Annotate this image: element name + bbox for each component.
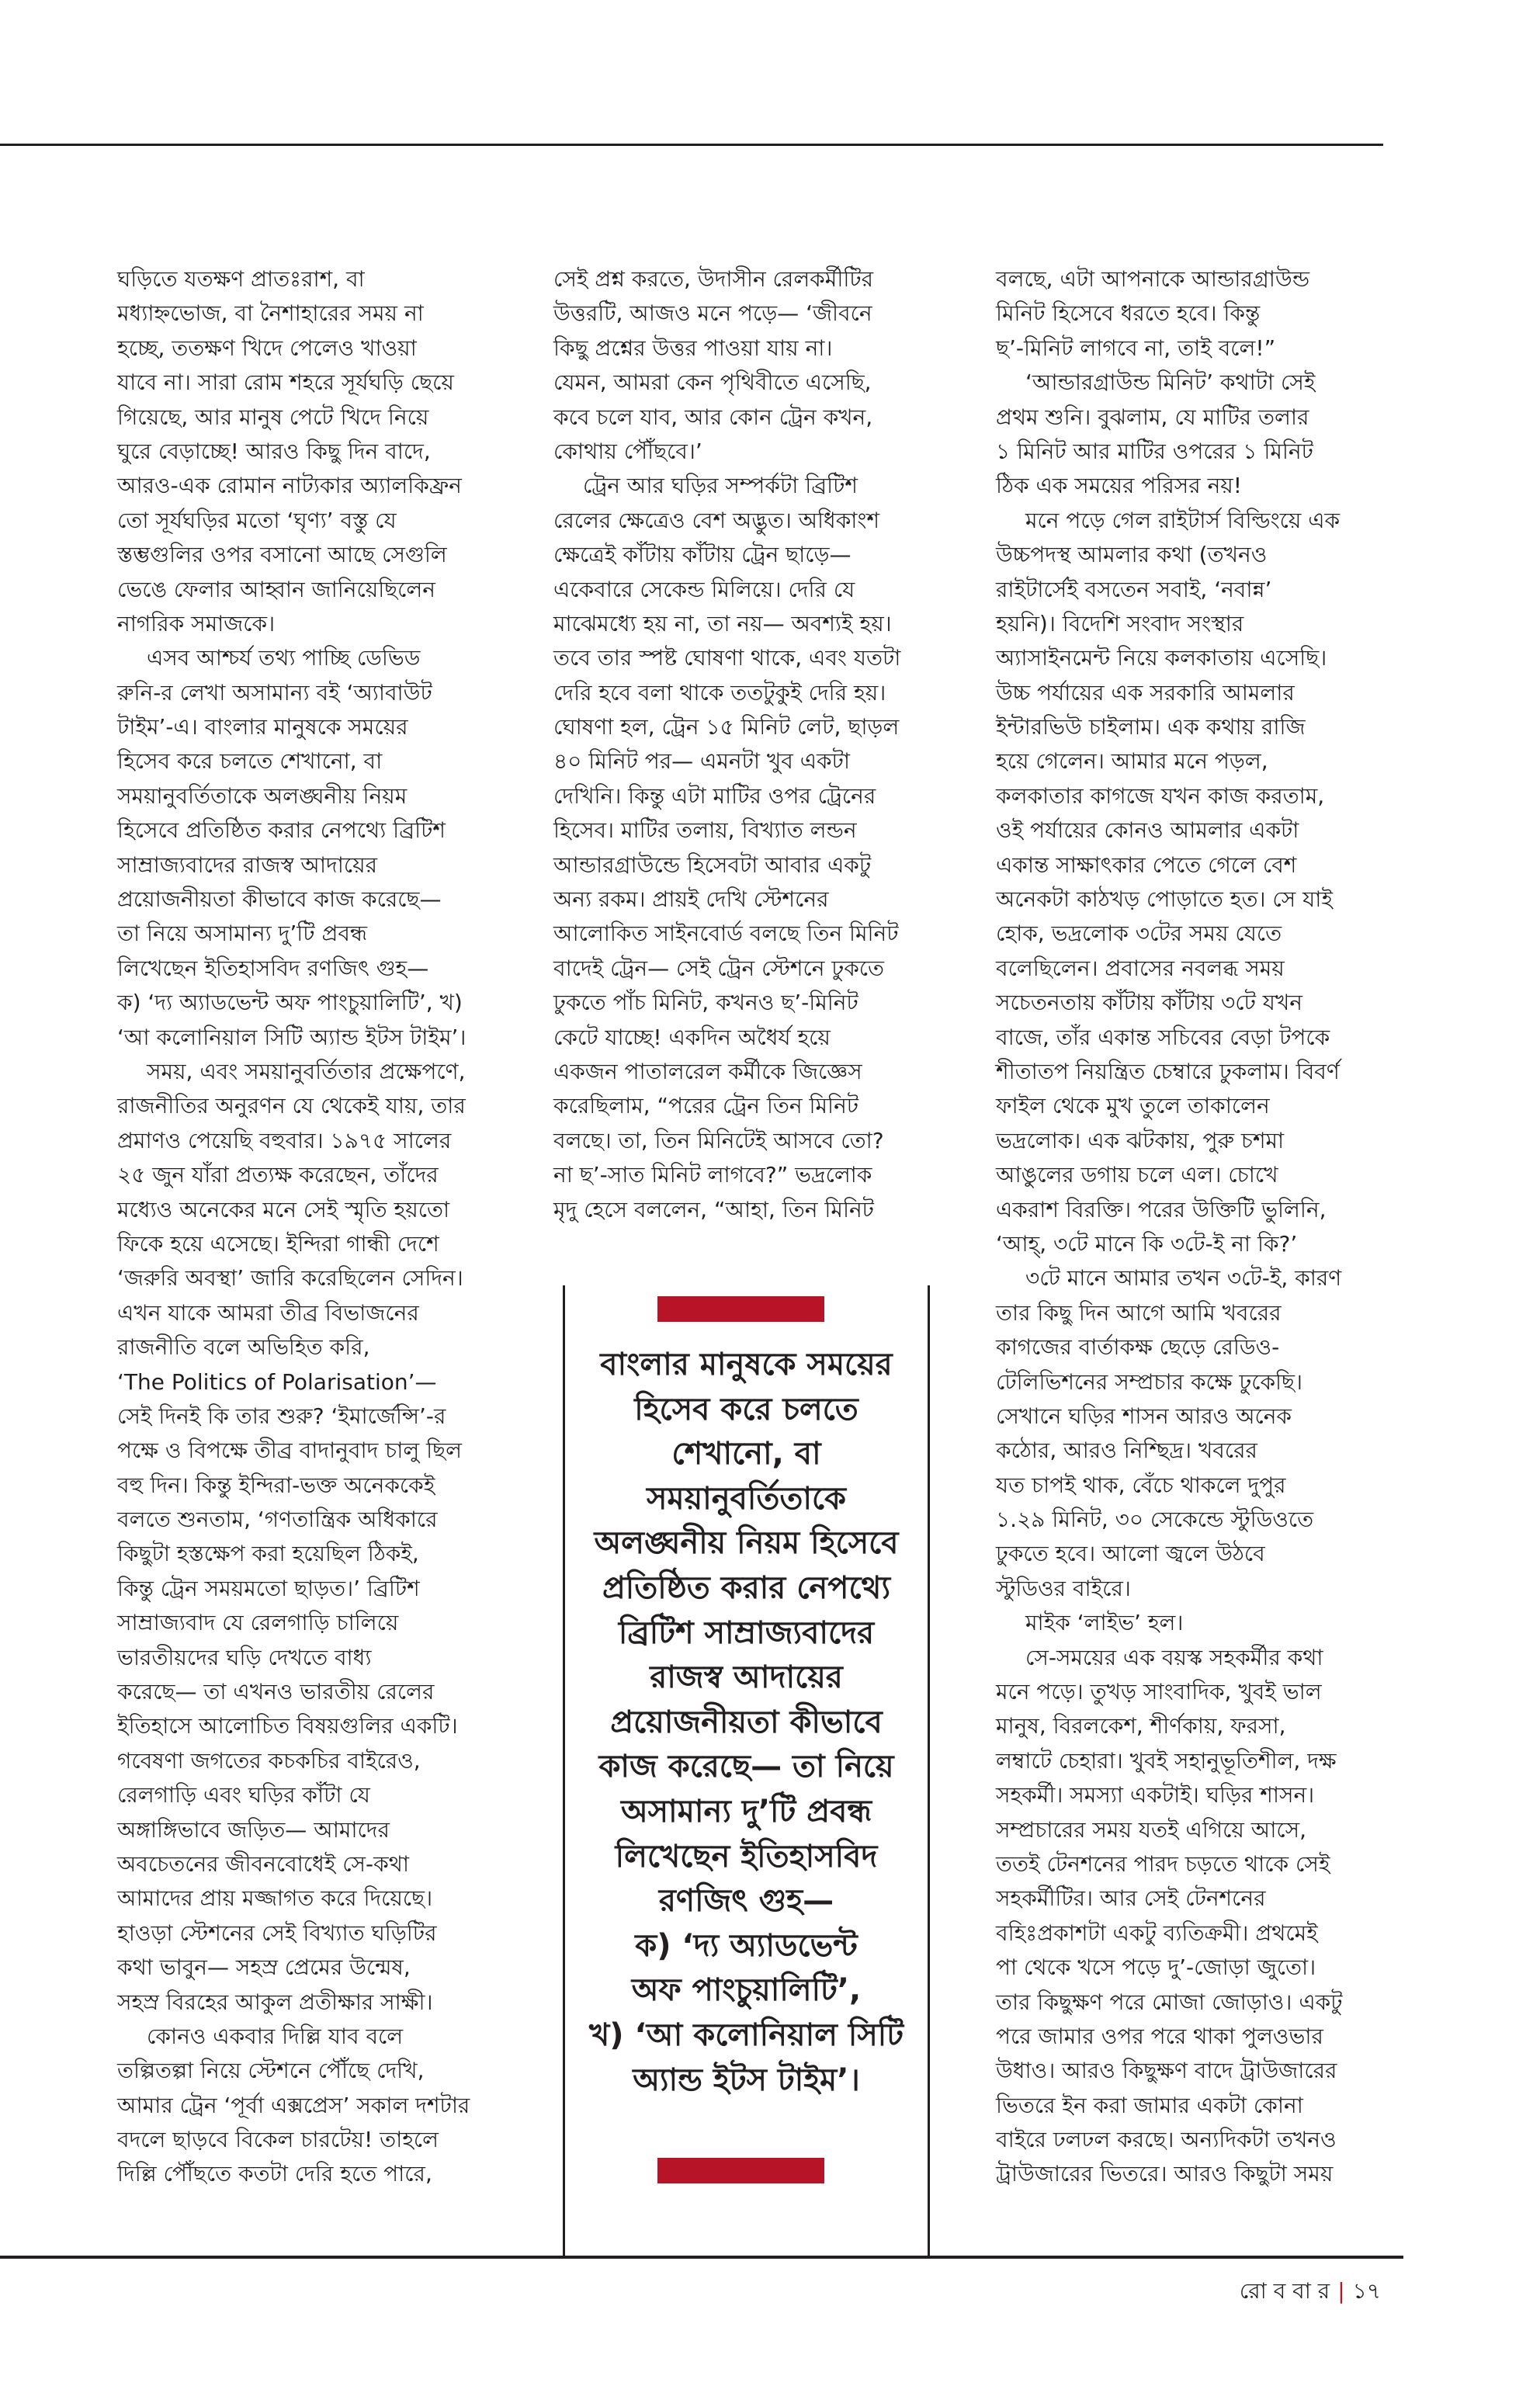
text-line: মাইক ‘লাইভ’ হল। bbox=[1025, 1610, 1184, 1636]
text-line: প্রমাণও পেয়েছি বহুবার। ১৯৭৫ সালের bbox=[117, 1127, 452, 1153]
text-line: বলতে শুনতাম, ‘গণতান্ত্রিক অধিকারে bbox=[117, 1507, 438, 1533]
text-line: ক্ষেত্রেই কাঁটায় কাঁটায় ট্রেন ছাড়ে— bbox=[553, 542, 852, 568]
text-line: গবেষণা জগতের কচকচির বাইরেও, bbox=[117, 1747, 421, 1774]
text-line: রাজনীতি বলে অভিহিত করি, bbox=[117, 1334, 370, 1361]
text-line: বদলে ছাড়বে বিকেল চারটেয়! তাহলে bbox=[117, 2127, 439, 2153]
text-line: বাইরে ঢলঢল করছে। অন্যদিকটা তখনও bbox=[996, 2127, 1337, 2153]
text-line: উধাও। আরও কিছুক্ষণ বাদে ট্রাউজারের bbox=[996, 2058, 1337, 2084]
text-line: কলকাতার কাগজে যখন কাজ করতাম, bbox=[996, 782, 1325, 809]
text-line: ঢুকতে পাঁচ মিনিট, কখনও ছ’-মিনিট bbox=[553, 990, 858, 1016]
text-line: অবচেতনের জীবনবোধেই সে-কথা bbox=[117, 1850, 409, 1877]
text-line: ততই টেনশনের পারদ চড়তে থাকে সেই bbox=[996, 1850, 1330, 1877]
text-line: টাইম’-এ। বাংলার মানুষকে সময়ের bbox=[117, 714, 408, 740]
text-line: ইন্টারভিউ চাইলাম। এক কথায় রাজি bbox=[996, 714, 1306, 740]
text-line: সময়, এবং সময়ানুবর্তিতার প্রক্ষেপণে, bbox=[147, 1058, 466, 1084]
text-line: বাদেই ট্রেন— সেই ট্রেন স্টেশনে ঢুকতে bbox=[553, 955, 885, 981]
text-line: ‘জরুরি অবস্থা’ জারি করেছিলেন সেদিন। bbox=[117, 1265, 463, 1292]
text-line: কাগজের বার্তাকক্ষ ছেড়ে রেডিও- bbox=[996, 1334, 1280, 1361]
text-line: অঙ্গাঙ্গিভাবে জড়িত— আমাদের bbox=[117, 1816, 390, 1843]
text-line: ৪০ মিনিট পর— এমনটা খুব একটা bbox=[553, 748, 850, 775]
text-line: রাজনীতির অনুরণন যে থেকেই যায়, তার bbox=[117, 1093, 466, 1119]
text-line: কবে চলে যাব, আর কোন ট্রেন কখন, bbox=[553, 404, 873, 430]
text-line: গিয়েছে, আর মানুষ পেটে খিদে নিয়ে bbox=[117, 404, 429, 430]
text-line: তবে তার স্পষ্ট ঘোষণা থাকে, এবং যতটা bbox=[553, 645, 901, 671]
text-line: মধ্যাহ্নভোজ, বা নৈশাহারের সময় না bbox=[117, 300, 424, 327]
text-line: ১.২৯ মিনিট, ৩০ সেকেন্ডে স্টুডিওতে bbox=[996, 1507, 1314, 1533]
text-line: মনে পড়ে। তুখড় সাংবাদিক, খুবই ভাল bbox=[996, 1679, 1322, 1705]
text-line: ঘড়িতে যতক্ষণ প্রাতঃরাশ, বা bbox=[117, 266, 365, 292]
article-column-2 bbox=[553, 262, 942, 1227]
text-line: ভদ্রলোক। এক ঝটকায়, পুরু চশমা bbox=[996, 1127, 1285, 1153]
text-line: ফিকে হয়ে এসেছে। ইন্দিরা গান্ধী দেশে bbox=[117, 1230, 439, 1257]
pullquote-right-border bbox=[928, 1285, 930, 2256]
text-line: ওই পর্যায়ের কোনও আমলার একটা bbox=[996, 817, 1299, 844]
text-line: মানুষ, বিরলকেশ, শীর্ণকায়, ফরসা, bbox=[996, 1713, 1286, 1739]
text-line: আন্ডারগ্রাউন্ডে হিসেবটা আবার একটু bbox=[553, 851, 872, 878]
text-line: মনে পড়ে গেল রাইটার্স বিল্ডিংয়ে এক bbox=[1025, 507, 1341, 533]
text-line: ২৫ জুন যাঁরা প্রত্যক্ষ করেছেন, তাঁদের bbox=[117, 1162, 439, 1188]
text-line: সেখানে ঘড়ির শাসন আরও অনেক bbox=[996, 1403, 1292, 1429]
text-line: লিখেছেন ইতিহাসবিদ রণজিৎ গুহ— bbox=[117, 955, 429, 981]
text-line: উচ্চ পর্যায়ের এক সরকারি আমলার bbox=[996, 679, 1295, 706]
pullquote-line: ব্রিটিশ সাম্রাজ্যবাদের bbox=[618, 1614, 875, 1651]
text-line: বলছে। তা, তিন মিনিটেই আসবে তো? bbox=[553, 1127, 884, 1153]
pullquote-top-red-bar bbox=[657, 1296, 824, 1322]
pullquote-line: লিখেছেন ইতিহাসবিদ bbox=[615, 1838, 878, 1875]
pullquote-line: রণজিৎ গুহ— bbox=[658, 1883, 834, 1920]
text-line: পক্ষে ও বিপক্ষে তীব্র বাদানুবাদ চালু ছিল bbox=[117, 1438, 463, 1464]
text-line: ফাইল থেকে মুখ তুলে তাকালেন bbox=[996, 1093, 1270, 1119]
text-line: ঢুকতে হবে। আলো জ্বলে উঠবে bbox=[996, 1541, 1265, 1567]
text-line: হিসেবে প্রতিষ্ঠিত করার নেপথ্যে ব্রিটিশ bbox=[117, 817, 446, 844]
text-line: ভিতরে ইন করা জামার একটা কোনা bbox=[996, 2092, 1303, 2118]
pullquote-line: বাংলার মানুষকে সময়ের bbox=[600, 1347, 893, 1382]
text-line: দেরি হবে বলা থাকে ততটুকুই দেরি হয়। bbox=[553, 679, 886, 706]
text-line: প্রথম শুনি। বুঝলাম, যে মাটির তলার bbox=[996, 404, 1309, 430]
text-line: তার কিছুক্ষণ পরে মোজা জোড়াও। একটু bbox=[996, 1989, 1343, 2015]
pullquote-line: অসামান্য দু’টি প্রবন্ধ bbox=[620, 1793, 872, 1829]
text-line: রুনি-র লেখা অসামান্য বই ‘অ্যাবাউট bbox=[117, 679, 432, 706]
text-line: বাজে, তাঁর একান্ত সচিবের বেড়া টপকে bbox=[996, 1024, 1330, 1050]
pullquote-line: অ্যান্ড ইটস টাইম’। bbox=[633, 2062, 860, 2098]
text-line: ঘুরে বেড়াচ্ছে! আরও কিছু দিন বাদে, bbox=[117, 438, 431, 464]
text-line: স্তম্ভগুলির ওপর বসানো আছে সেগুলি bbox=[117, 542, 447, 568]
text-line: আমাদের প্রায় মজ্জাগত করে দিয়েছে। bbox=[117, 1885, 433, 1912]
text-line: ঘোষণা হল, ট্রেন ১৫ মিনিট লেট, ছাড়ল bbox=[553, 714, 900, 740]
text-line: সেই দিনই কি তার শুরু? ‘ইমার্জেন্সি’-র bbox=[117, 1403, 446, 1429]
text-line: সহস্র বিরহের আকুল প্রতীক্ষার সাক্ষী। bbox=[117, 1989, 433, 2015]
text-line: মৃদু হেসে বললেন, “আহা, তিন মিনিট bbox=[553, 1196, 874, 1223]
text-line: ক) ‘দ্য অ্যাডভেন্ট অফ পাংচুয়ালিটি’, খ) bbox=[117, 990, 463, 1016]
text-line: সহকর্মী। সমস্যা একটাই। ঘড়ির শাসন। bbox=[996, 1782, 1315, 1809]
text-line: হয়নি)। বিদেশি সংবাদ সংস্থার bbox=[996, 610, 1244, 636]
text-line: হাওড়া স্টেশনের সেই বিখ্যাত ঘড়িটির bbox=[117, 1920, 437, 1946]
text-line: বলেছিলেন। প্রবাসের নবলব্ধ সময় bbox=[996, 955, 1285, 981]
text-line: ছ’-মিনিট লাগবে না, তাই বলে!” bbox=[996, 335, 1276, 361]
pullquote-line: কাজ করেছে— তা নিয়ে bbox=[598, 1749, 894, 1785]
text-line: কঠোর, আরও নিশ্ছিদ্র। খবরের bbox=[996, 1438, 1257, 1464]
text-line: আঙুলের ডগায় চলে এল। চোখে bbox=[996, 1162, 1278, 1188]
text-line: কোথায় পৌঁছবে।’ bbox=[553, 438, 702, 464]
page-footer bbox=[1240, 2274, 1381, 2311]
text-line: রাইটার্সেই বসতেন সবাই, ‘নবান্ন’ bbox=[996, 576, 1272, 602]
pullquote-line: অফ পাংচুয়ালিটি’, bbox=[631, 1972, 862, 2009]
text-line: যাবে না। সারা রোম শহরে সূর্যঘড়ি ছেয়ে bbox=[117, 369, 454, 396]
text-line: তার কিছু দিন আগে আমি খবরের bbox=[996, 1299, 1282, 1326]
text-line: একান্ত সাক্ষাৎকার পেতে গেলে বেশ bbox=[996, 851, 1297, 878]
text-line: সচেতনতায় কাঁটায় কাঁটায় ৩টে যখন bbox=[996, 990, 1303, 1016]
text-line: ট্রাউজারের ভিতরে। আরও কিছুটা সময় bbox=[996, 2161, 1334, 2187]
text-line: ইতিহাসে আলোচিত বিষয়গুলির একটি। bbox=[117, 1713, 458, 1739]
text-line: কেটে যাচ্ছে! একদিন অধৈর্য হয়ে bbox=[553, 1024, 831, 1050]
text-line: শীতাতপ নিয়ন্ত্রিত চেম্বারে ঢুকলাম। বিবর্ণ bbox=[996, 1058, 1340, 1084]
pullquote-line: রাজস্ব আদায়ের bbox=[650, 1659, 843, 1696]
footer-separator: | bbox=[1337, 2278, 1345, 2304]
text-line: হোক, ভদ্রলোক ৩টের সময় যেতে bbox=[996, 921, 1282, 947]
text-line: হিসেব করে চলতে শেখানো, বা bbox=[117, 748, 383, 775]
text-line: মাঝেমধ্যে হয় না, তা নয়— অবশ্যই হয়। bbox=[553, 610, 892, 636]
text-line: একরাশ বিরক্তি। পরের উক্তিটি ভুলিনি, bbox=[996, 1196, 1327, 1223]
text-line: মধ্যেও অনেকের মনে সেই স্মৃতি হয়তো bbox=[117, 1196, 450, 1223]
text-line: সাম্রাজ্যবাদের রাজস্ব আদায়ের bbox=[117, 851, 377, 878]
text-line: পরে জামার ওপর পরে থাকা পুলওভার bbox=[996, 2023, 1323, 2049]
text-line: কিছু প্রশ্নের উত্তর পাওয়া যায় না। bbox=[553, 335, 833, 361]
text-line: রেলের ক্ষেত্রেও বেশ অদ্ভুত। অধিকাংশ bbox=[553, 507, 880, 533]
text-line: যেমন, আমরা কেন পৃথিবীতে এসেছি, bbox=[553, 369, 872, 396]
text-line: পা থেকে খসে পড়ে দু’-জোড়া জুতো। bbox=[996, 1954, 1316, 1981]
pullquote-line: অলঙ্ঘনীয় নিয়ম হিসেবে bbox=[594, 1525, 899, 1562]
text-line: যত চাপই থাক, বেঁচে থাকলে দুপুর bbox=[996, 1472, 1286, 1498]
magazine-name: রো ব বা র bbox=[1239, 2278, 1330, 2304]
text-line: ‘আন্ডারগ্রাউন্ড মিনিট’ কথাটা সেই bbox=[1025, 369, 1316, 396]
text-line: কথা ভাবুন— সহস্র প্রেমের উন্মেষ, bbox=[117, 1954, 411, 1981]
pullquote-line: হিসেব করে চলতে bbox=[634, 1391, 858, 1427]
text-line: ‘আ কলোনিয়াল সিটি অ্যান্ড ইটস টাইম’। bbox=[117, 1024, 467, 1050]
text-line: এখন যাকে আমরা তীব্র বিভাজনের bbox=[117, 1299, 419, 1326]
text-line: কিছুটা হস্তক্ষেপ করা হয়েছিল ঠিকই, bbox=[117, 1541, 419, 1567]
text-line: বহিঃপ্রকাশটা একটু ব্যতিক্রমী। প্রথমেই bbox=[996, 1920, 1318, 1946]
text-line: কোনও একবার দিল্লি যাব বলে bbox=[147, 2023, 404, 2049]
text-line: মিনিট হিসেবে ধরতে হবে। কিন্তু bbox=[996, 300, 1261, 327]
pullquote bbox=[565, 1343, 928, 2103]
text-line: হয়ে গেলেন। আমার মনে পড়ল, bbox=[996, 748, 1268, 775]
text-line: রেলগাড়ি এবং ঘড়ির কাঁটা যে bbox=[117, 1782, 370, 1809]
text-line: সাম্রাজ্যবাদ যে রেলগাড়ি চালিয়ে bbox=[117, 1610, 399, 1636]
text-line: লম্বাটে চেহারা। খুবই সহানুভূতিশীল, দক্ষ bbox=[996, 1747, 1337, 1774]
text-line: সম্প্রচারের সময় যতই এগিয়ে আসে, bbox=[996, 1816, 1307, 1843]
text-line: নাগরিক সমাজকে। bbox=[117, 610, 276, 636]
text-line: সেই প্রশ্ন করতে, উদাসীন রেলকর্মীটির bbox=[553, 266, 873, 292]
text-line: আলোকিত সাইনবোর্ড বলছে তিন মিনিট bbox=[553, 921, 899, 947]
text-line: দেখিনি। কিন্তু এটা মাটির ওপর ট্রেনের bbox=[553, 782, 876, 809]
text-line: অনেকটা কাঠখড় পোড়াতে হত। সে যাই bbox=[996, 886, 1333, 913]
text-line: সে-সময়ের এক বয়স্ক সহকর্মীর কথা bbox=[1025, 1644, 1323, 1670]
pullquote-line: শেখানো, বা bbox=[671, 1436, 821, 1472]
pullquote-line: প্রতিষ্ঠিত করার নেপথ্যে bbox=[602, 1569, 891, 1606]
text-line: উত্তরটি, আজও মনে পড়ে— ‘জীবনে bbox=[553, 300, 872, 327]
pullquote-bottom-red-bar bbox=[657, 2158, 824, 2183]
text-line: ভেঙে ফেলার আহ্বান জানিয়েছিলেন bbox=[117, 576, 435, 602]
text-line: ‘The Politics of Polarisation’— bbox=[117, 1368, 437, 1395]
text-line: তল্পিতল্পা নিয়ে স্টেশনে পৌঁছে দেখি, bbox=[117, 2058, 425, 2084]
text-line: বলছে, এটা আপনাকে আন্ডারগ্রাউন্ড bbox=[996, 266, 1310, 292]
text-line: আরও-এক রোমান নাট্যকার অ্যালকিফ্রন bbox=[117, 473, 462, 499]
text-line: ৩টে মানে আমার তখন ৩টে-ই, কারণ bbox=[1025, 1265, 1342, 1292]
text-line: প্রয়োজনীয়তা কীভাবে কাজ করেছে— bbox=[117, 886, 442, 913]
text-line: টেলিভিশনের সম্প্রচার কক্ষে ঢুকেছি। bbox=[996, 1368, 1303, 1395]
text-line: দিল্লি পৌঁছতে কতটা দেরি হতে পারে, bbox=[117, 2161, 432, 2187]
pullquote-line: খ) ‘আ কলোনিয়াল সিটি bbox=[588, 2017, 904, 2053]
text-line: এসব আশ্চর্য তথ্য পাচ্ছি ডেভিড bbox=[147, 645, 421, 671]
top-rule bbox=[0, 144, 1383, 146]
pullquote-line: ক) ‘দ্য অ্যাডভেন্ট bbox=[635, 1927, 858, 1964]
text-line: হিসেব। মাটির তলায়, বিখ্যাত লন্ডন bbox=[553, 817, 857, 844]
text-line: বহু দিন। কিন্তু ইন্দিরা-ভক্ত অনেককেই bbox=[117, 1472, 435, 1498]
text-line: ভারতীয়দের ঘড়ি দেখতে বাধ্য bbox=[117, 1644, 372, 1670]
text-line: উচ্চপদস্থ আমলার কথা (তখনও bbox=[996, 542, 1268, 568]
text-line: তো সূর্যঘড়ির মতো ‘ঘৃণ্য’ বস্তু যে bbox=[117, 507, 397, 533]
text-line: করেছে— তা এখনও ভারতীয় রেলের bbox=[117, 1679, 435, 1705]
text-line: অ্যাসাইনমেন্ট নিয়ে কলকাতায় এসেছি। bbox=[996, 645, 1327, 671]
text-line: কিন্তু ট্রেন সময়মতো ছাড়ত।’ ব্রিটিশ bbox=[117, 1575, 420, 1601]
text-line: ১ মিনিট আর মাটির ওপরের ১ মিনিট bbox=[996, 438, 1313, 464]
text-line: সহকর্মীটির। আর সেই টেনশনের bbox=[996, 1885, 1266, 1912]
text-line: তা নিয়ে অসামান্য দু’টি প্রবন্ধ bbox=[117, 921, 368, 947]
text-line: সময়ানুবর্তিতাকে অলঙ্ঘনীয় নিয়ম bbox=[117, 782, 408, 809]
text-line: একজন পাতালরেল কর্মীকে জিজ্ঞেস bbox=[553, 1058, 862, 1084]
text-line: করেছিলাম, “পরের ট্রেন তিন মিনিট bbox=[553, 1093, 859, 1119]
bottom-rule bbox=[0, 2256, 1403, 2259]
text-line: আমার ট্রেন ‘পূর্বা এক্সপ্রেস’ সকাল দশটার bbox=[117, 2092, 470, 2118]
text-line: স্টুডিওর বাইরে। bbox=[996, 1575, 1131, 1601]
text-line: না ছ’-সাত মিনিট লাগবে?” ভদ্রলোক bbox=[553, 1162, 872, 1188]
page-number: ১৭ bbox=[1352, 2278, 1381, 2304]
pullquote-line: প্রয়োজনীয়তা কীভাবে bbox=[610, 1704, 883, 1740]
text-line: অন্য রকম। প্রায়ই দেখি স্টেশনের bbox=[553, 886, 829, 913]
text-line: ‘আহ্, ৩টে মানে কি ৩টে-ই না কি?’ bbox=[996, 1230, 1298, 1257]
text-line: একেবারে সেকেন্ড মিলিয়ে। দেরি যে bbox=[553, 576, 855, 602]
text-line: হচ্ছে, ততক্ষণ খিদে পেলেও খাওয়া bbox=[117, 335, 417, 361]
text-line: ঠিক এক সময়ের পরিসর নয়! bbox=[996, 473, 1242, 499]
article-column-3 bbox=[996, 262, 1384, 2192]
text-line: ট্রেন আর ঘড়ির সম্পর্কটা ব্রিটিশ bbox=[583, 473, 858, 499]
article-column-1 bbox=[117, 262, 505, 2192]
pullquote-line: সময়ানুবর্তিতাকে bbox=[646, 1480, 847, 1517]
